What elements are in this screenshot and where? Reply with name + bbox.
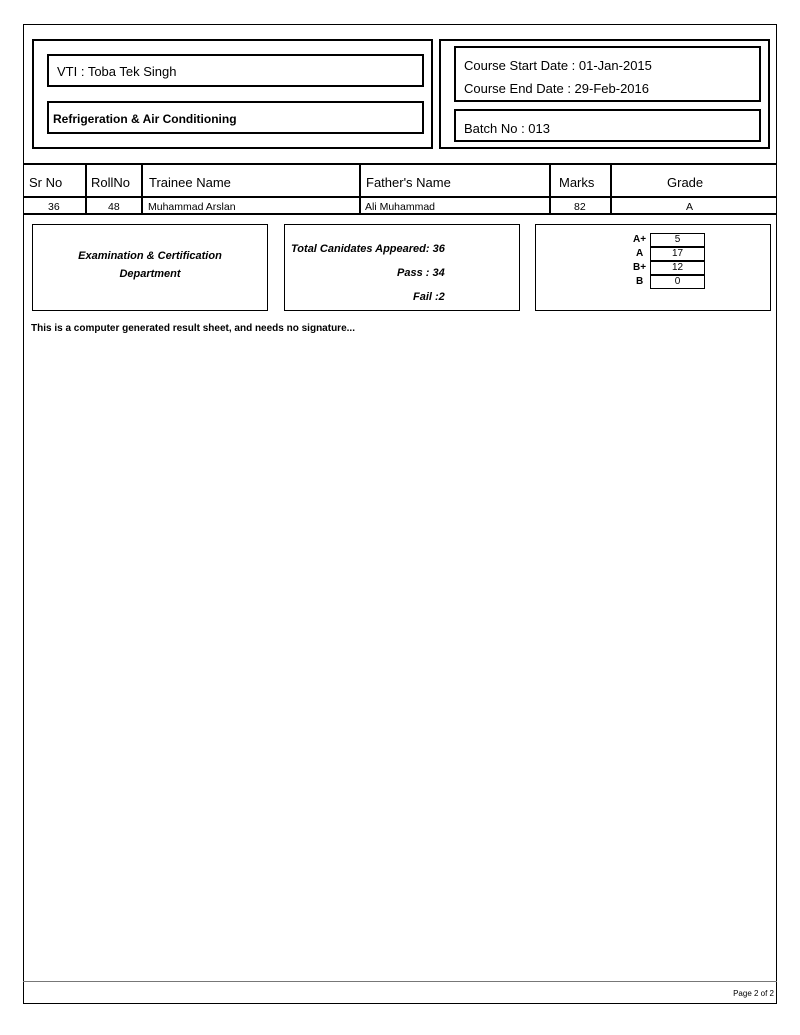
column-header-father-name: Father's Name <box>366 175 451 190</box>
batch-box <box>454 109 761 142</box>
total-appeared: Total Canidates Appeared: 36 <box>291 243 445 255</box>
grade-label-a-plus: A+ <box>633 234 647 245</box>
column-header-sr-no: Sr No <box>29 175 63 190</box>
vti-name: VTI : Toba Tek Singh <box>57 64 177 79</box>
grade-summary-box <box>535 224 771 311</box>
candidates-box <box>284 224 520 311</box>
pass-count: Pass : 34 <box>397 267 445 279</box>
grade-count-a-plus: 5 <box>650 233 705 247</box>
cell-sr-no: 36 <box>48 201 60 213</box>
column-header-trainee-name: Trainee Name <box>149 175 231 190</box>
vti-box <box>47 54 424 87</box>
column-divider <box>359 165 361 213</box>
cell-trainee-name: Muhammad Arslan <box>148 201 236 213</box>
course-end-date: Course End Date : 29-Feb-2016 <box>464 81 649 96</box>
department-line-2: Department <box>119 268 181 280</box>
grade-count-a: 17 <box>650 247 705 261</box>
column-header-grade: Grade <box>667 175 704 190</box>
cell-father-name: Ali Muhammad <box>365 201 436 213</box>
table-bottom-rule <box>23 213 777 215</box>
column-divider <box>610 165 612 213</box>
grade-count-b: 0 <box>650 275 705 289</box>
cell-marks: 82 <box>574 201 586 213</box>
grade-label-b-plus: B+ <box>633 262 647 273</box>
result-sheet-page <box>23 24 777 1004</box>
column-header-marks: Marks <box>559 175 595 190</box>
table-header-rule <box>23 196 777 198</box>
column-header-roll-no: RollNo <box>91 175 131 190</box>
fail-count: Fail :2 <box>413 291 445 303</box>
column-divider <box>549 165 551 213</box>
department-box <box>32 224 268 311</box>
department-line-1: Examination & Certification <box>78 250 222 262</box>
batch-number: Batch No : 013 <box>464 121 550 136</box>
cell-roll-no: 48 <box>108 201 120 213</box>
grade-label-a: A <box>636 248 644 259</box>
course-dates-box <box>454 46 761 102</box>
grade-count-b-plus: 12 <box>650 261 705 275</box>
page-number: Page 2 of 2 <box>733 989 774 998</box>
course-start-date: Course Start Date : 01-Jan-2015 <box>464 58 652 73</box>
column-divider <box>85 165 87 213</box>
grade-label-b: B <box>636 276 644 287</box>
footer-rule <box>23 981 777 982</box>
table-top-rule <box>23 163 777 165</box>
column-divider <box>141 165 143 213</box>
trade-name: Refrigeration & Air Conditioning <box>53 112 237 126</box>
computer-generated-note: This is a computer generated result sheet, and needs no signature... <box>31 323 355 334</box>
trade-box <box>47 101 424 134</box>
cell-grade: A <box>686 201 694 213</box>
